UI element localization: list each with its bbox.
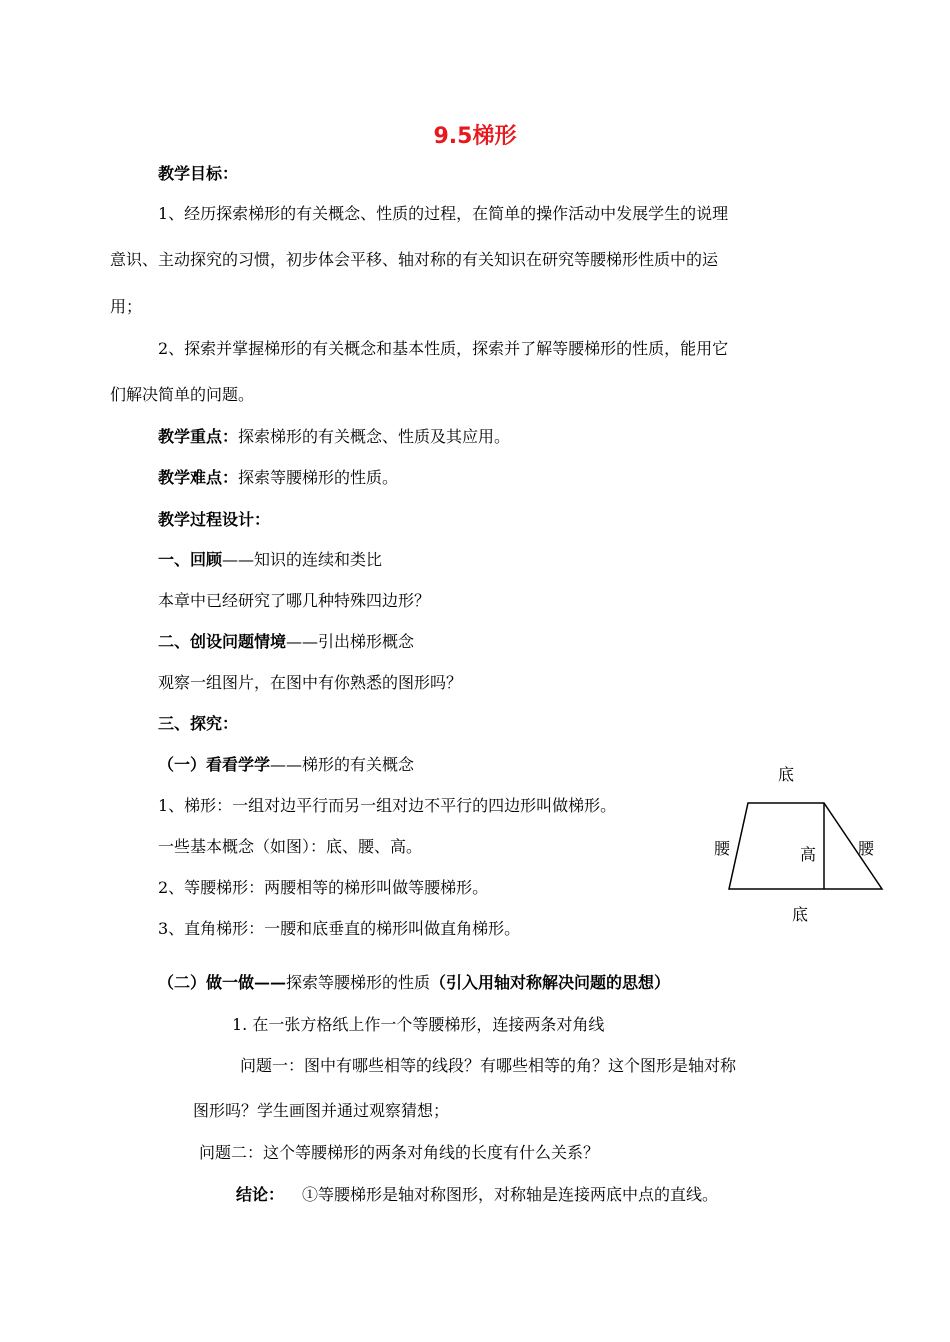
section-2-heading bbox=[158, 632, 414, 652]
conclusion-text: ①等腰梯形是轴对称图形，对称轴是连接两底中点的直线。 bbox=[302, 1185, 719, 1204]
part-2-note: （引入用轴对称解决问题的思想） bbox=[430, 973, 671, 992]
top-base-label: 底 bbox=[778, 765, 795, 784]
height-label: 高 bbox=[800, 845, 817, 864]
trapezoid-figure bbox=[700, 758, 900, 928]
process-heading: 教学过程设计： bbox=[158, 510, 271, 529]
right-leg-label: 腰 bbox=[858, 839, 875, 858]
objective-1-line-3: 用； bbox=[110, 297, 143, 316]
objectives-heading: 教学目标： bbox=[158, 164, 239, 183]
objective-2-line-1: 2、探索并掌握梯形的有关概念和基本性质，探索并了解等腰梯形的性质，能用它 bbox=[158, 339, 729, 358]
section-1-body: 本章中已经研究了哪几种特殊四边形？ bbox=[158, 591, 431, 610]
section-1-heading bbox=[158, 550, 382, 570]
trapezoid-definition: 1、梯形：一组对边平行而另一组对边不平行的四边形叫做梯形。 bbox=[158, 796, 617, 815]
section-3-heading: 三、探究： bbox=[158, 714, 239, 733]
part-1-label: （一）看看学学 bbox=[158, 755, 271, 774]
section-2-label: 二、创设问题情境 bbox=[158, 632, 287, 651]
key-point bbox=[158, 427, 510, 447]
key-point-text: 探索梯形的有关概念、性质及其应用。 bbox=[238, 427, 511, 446]
left-leg-label: 腰 bbox=[714, 839, 731, 858]
conclusion bbox=[236, 1185, 718, 1205]
part-2-label: （二）做一做—— bbox=[158, 973, 287, 992]
part-1-subtitle: ——梯形的有关概念 bbox=[270, 755, 415, 774]
part-1-heading bbox=[158, 755, 414, 775]
key-point-label: 教学重点： bbox=[158, 427, 239, 446]
bottom-base-label: 底 bbox=[792, 905, 809, 924]
step-1: 1. 在一张方格纸上作一个等腰梯形，连接两条对角线 bbox=[232, 1015, 605, 1034]
part-2-heading bbox=[158, 973, 670, 993]
part-2-subtitle: 探索等腰梯形的性质 bbox=[286, 973, 431, 992]
difficulty-label: 教学难点： bbox=[158, 468, 239, 487]
question-1-line-2: 图形吗？学生画图并通过观察猜想； bbox=[193, 1101, 450, 1120]
conclusion-label: 结论： bbox=[236, 1185, 285, 1204]
section-1-subtitle: ——知识的连续和类比 bbox=[222, 550, 383, 569]
section-2-body: 观察一组图片，在图中有你熟悉的图形吗？ bbox=[158, 673, 463, 692]
section-1-label: 一、回顾 bbox=[158, 550, 223, 569]
objective-1-line-1: 1、经历探索梯形的有关概念、性质的过程，在简单的操作活动中发展学生的说理 bbox=[158, 204, 729, 223]
difficulty-text: 探索等腰梯形的性质。 bbox=[238, 468, 399, 487]
difficulty bbox=[158, 468, 398, 488]
isosceles-trapezoid-definition: 2、等腰梯形：两腰相等的梯形叫做等腰梯形。 bbox=[158, 878, 489, 897]
question-1-line-1: 问题一：图中有哪些相等的线段？有哪些相等的角？这个图形是轴对称 bbox=[240, 1056, 737, 1075]
section-2-subtitle: ——引出梯形概念 bbox=[286, 632, 415, 651]
question-2: 问题二：这个等腰梯形的两条对角线的长度有什么关系？ bbox=[199, 1143, 600, 1162]
objective-1-line-2: 意识、主动探究的习惯，初步体会平移、轴对称的有关知识在研究等腰梯形性质中的运 bbox=[110, 250, 719, 269]
right-trapezoid-definition: 3、直角梯形：一腰和底垂直的梯形叫做直角梯形。 bbox=[158, 919, 521, 938]
basic-concepts: 一些基本概念（如图）：底、腰、高。 bbox=[158, 837, 423, 856]
page-title: 9.5梯形 bbox=[433, 124, 517, 149]
objective-2-line-2: 们解决简单的问题。 bbox=[110, 385, 255, 404]
